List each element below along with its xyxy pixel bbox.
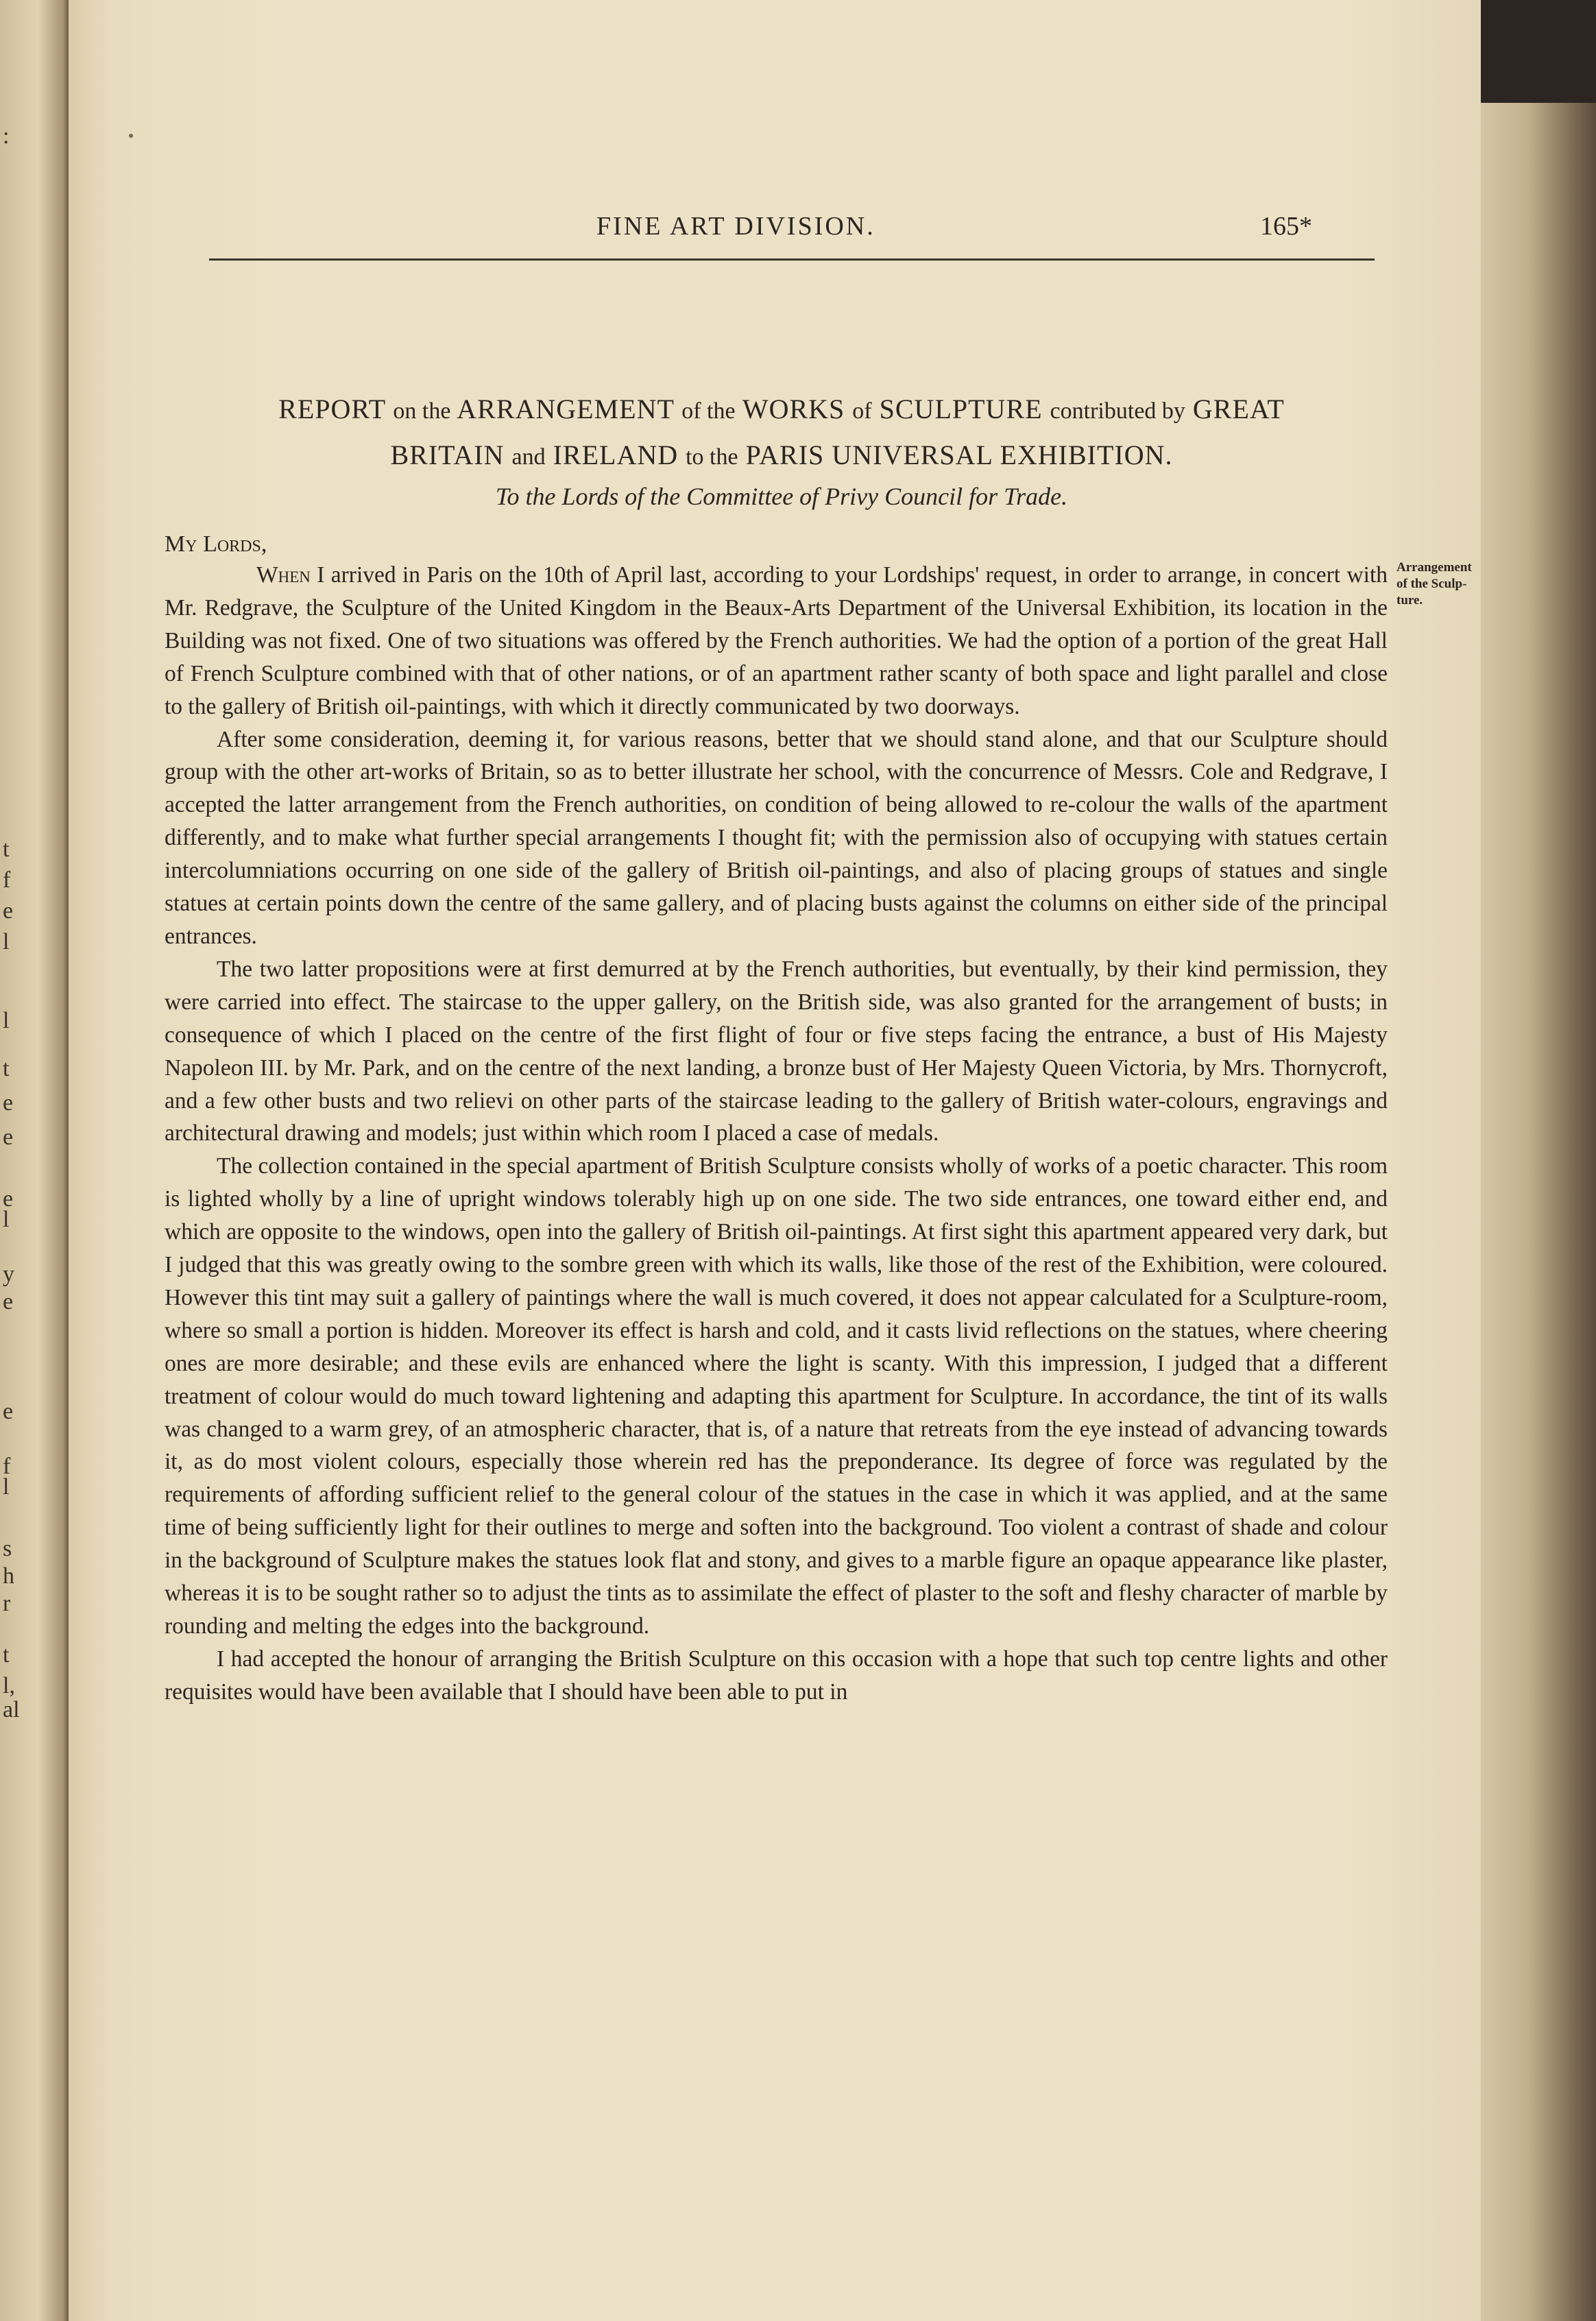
- paragraph: After some consideration, deeming it, for various reasons, better that we should stand alone, and that our Sculpture should group with the other art-works of Britain, so as to better illustrate her school, with the concurrence of Messrs. Cole and Redgrave, I accepted the latter arrangement from the French authorities, on condition of being allowed to re-colour the walls of the apartment differently, and to make what further special arrangements I thought fit; with the permission also of occupying with statues certain intercolumniations occurring on one side of the gallery of British oil-paintings, and also of placing groups of statues and single statues at certain points down the centre of the same gallery, and of placing busts against the columns on either side of the principal entrances.: [165, 726, 1388, 949]
- paragraph: I had accepted the honour of arranging the British Sculpture on this occasion with a hope that such top centre lights and other requisites would have been available that I should have been able to put in: [165, 1646, 1388, 1705]
- margin-glyph: e: [3, 1125, 14, 1150]
- margin-glyph: al: [3, 1697, 20, 1722]
- page-number: 165*: [1260, 212, 1312, 241]
- title-word: on the: [393, 398, 451, 424]
- margin-glyph: l,: [3, 1673, 15, 1698]
- title-word: of: [852, 398, 872, 424]
- title-word: ARRANGEMENT: [457, 394, 675, 424]
- paragraph: The two latter propositions were at first demurred at by the French authorities, but eventually, by their kind permission, they were carried into effect. The staircase to the upper gallery, on the British side, was also granted for the arrangement of busts; in consequence of which I placed on the centre of the first flight of four or five steps facing the entrance, a bust of His Majesty Napoleon III. by Mr. Park, and on the centre of the next landing, a bronze bust of Her Majesty Queen Victoria, by Mrs. Thornycroft, and a few other busts and two relievi on other parts of the staircase leading to the gallery of British water-colours, engravings and architectural drawing and models; just within which room I placed a case of medals.: [165, 956, 1388, 1146]
- lead-word: When: [256, 562, 311, 588]
- book-page: [69, 0, 1481, 2321]
- margin-glyph: t: [3, 1056, 10, 1081]
- margin-sidenote: [1396, 560, 1482, 609]
- address-line: To the Lords of the Committee of Privy Council for Trade.: [495, 483, 1068, 510]
- margin-glyph: l: [3, 1207, 10, 1232]
- margin-glyph: l: [3, 1008, 10, 1033]
- margin-glyph: s: [3, 1536, 12, 1561]
- margin-glyph: e: [3, 1090, 14, 1116]
- margin-glyph: t: [3, 837, 10, 862]
- running-head: FINE ART DIVISION.: [596, 212, 875, 241]
- paper-speck: [129, 134, 133, 138]
- sidenote-line: of the Sculp-: [1396, 577, 1467, 591]
- margin-glyph: f: [3, 1454, 11, 1479]
- margin-glyph: :: [3, 123, 10, 149]
- title-word: SCULPTURE: [879, 394, 1043, 424]
- margin-glyph: l: [3, 929, 10, 954]
- title-word: PARIS UNIVERSAL EXHIBITION.: [745, 440, 1173, 470]
- paragraph: The collection contained in the special apartment of British Sculpture consists wholly of works of a poetic character. This room is lighted wholly by a line of upright windows tolerably high up on one side. The two side entrances, one toward either end, and which are opposite to the windows, open into the gallery of British oil-paintings. At first sight this apartment appeared very dark, but I judged that this was greatly owing to the sombre green with which its walls, like those of the rest of the Exhibition, were coloured. However this tint may suit a gallery of paintings where the wall is much covered, it does not appear calculated for a Sculpture-room, where so small a portion is hidden. Moreover its effect is harsh and cold, and it casts livid reflections on the statues, where cheering ones are more desirable; and these evils are enhanced where the light is scanty. With this impression, I judged that a different treatment of colour would do much toward lightening and adapting this apartment for Sculpture. In accordance, the tint of its walls was changed to a warm grey, of an atmospheric character, that is, of a nature that retreats from the eye instead of advancing towards it, as do most violent colours, especially those wherein red has the preponderance. Its degree of force was regulated by the requirements of affording sufficient relief to the general colour of the statues in the case in which it was applied, and at the same time of being sufficiently light for their outlines to merge and soften into the background. Too violent a contrast of shade and colour in the background of Sculpture makes the statues look flat and stony, and gives to a marble figure an opaque appearance like plaster, whereas it is to be sought rather so to adjust the tints as to assimilate the effect of plaster to the soft and fleshy character of marble by rounding and melting the edges into the background.: [165, 1153, 1388, 1639]
- title-word: GREAT: [1192, 394, 1285, 424]
- header-rule: [209, 258, 1375, 261]
- page-header: [69, 211, 1481, 252]
- margin-glyph: y: [3, 1262, 14, 1287]
- margin-glyph: h: [3, 1563, 14, 1589]
- page-right-edge: [1481, 103, 1596, 2321]
- title-word: BRITAIN: [390, 440, 505, 470]
- report-body: [165, 559, 1388, 1709]
- report-title: [178, 387, 1385, 479]
- title-word: to the: [686, 444, 738, 470]
- margin-glyph: e: [3, 1186, 14, 1212]
- title-word: contributed by: [1050, 398, 1185, 424]
- paragraph: [165, 559, 1388, 723]
- margin-glyph: r: [3, 1591, 11, 1616]
- title-word: of the: [681, 398, 736, 424]
- margin-glyph: e: [3, 898, 14, 924]
- margin-glyph: e: [3, 1289, 14, 1314]
- salutation: My Lords,: [165, 531, 267, 557]
- title-word: REPORT: [278, 394, 386, 424]
- margin-glyph: l: [3, 1474, 10, 1500]
- title-word: WORKS: [742, 394, 845, 424]
- sidenote-line: ture.: [1396, 593, 1423, 608]
- margin-glyph: f: [3, 867, 11, 893]
- paragraph-text: I arrived in Paris on the 10th of April last, according to your Lordships' request, in order to arrange, in concert with Mr. Redgrave, the Sculpture of the United Kingdom in the Beaux-Arts Department of the Universal Exhibition, its location in the Building was not fixed. One of two situations was offered by the French authorities. We had the option of a portion of the great Hall of French Sculpture combined with that of other nations, or of an apartment rather scanty of both space and light parallel and close to the gallery of British oil-paintings, with which it directly communicated by two doorways.: [165, 562, 1388, 719]
- sidenote-line: Arrangement: [1396, 560, 1472, 575]
- margin-glyph: e: [3, 1399, 14, 1424]
- title-word: IRELAND: [553, 440, 679, 470]
- margin-glyph: t: [3, 1642, 10, 1668]
- title-word: and: [511, 444, 546, 470]
- background-top-right: [1481, 0, 1596, 103]
- left-page-edge: [0, 0, 69, 2321]
